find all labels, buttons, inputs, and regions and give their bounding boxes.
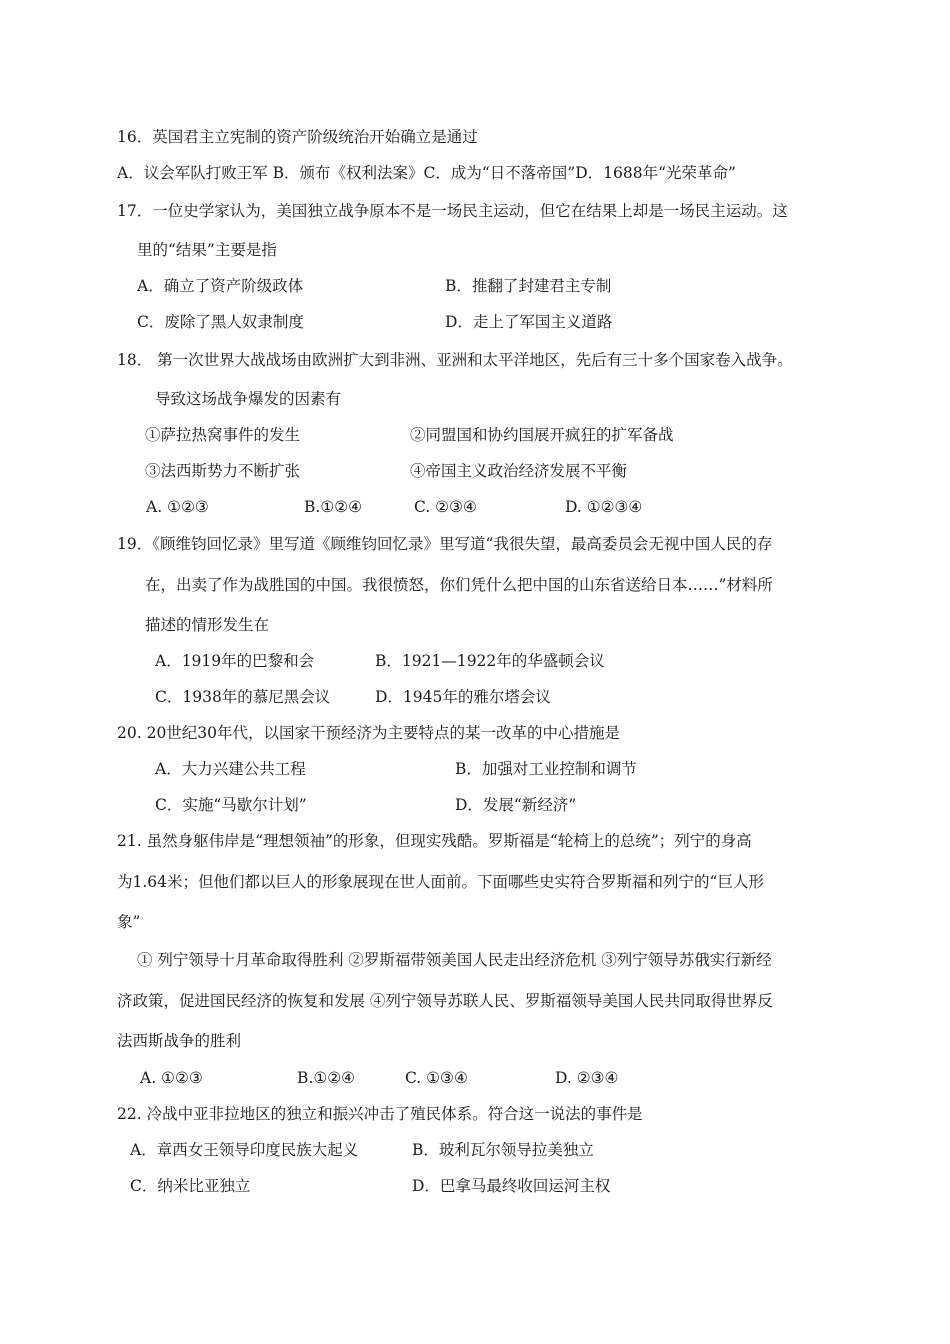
q19-option-b: B．1921—1922年的华盛顿会议 xyxy=(375,652,605,670)
q17-option-a: A．确立了资产阶级政体 xyxy=(137,277,304,295)
q20-option-a: A．大力兴建公共工程 xyxy=(155,760,306,778)
q22-option-d: D．巴拿马最终收回运河主权 xyxy=(412,1177,611,1195)
q16-stem: 16．英国君主立宪制的资产阶级统治开始确立是通过 xyxy=(117,128,478,146)
q18-stem-line2: 导致这场战争爆发的因素有 xyxy=(155,390,342,408)
q22-option-c: C．纳米比亚独立 xyxy=(130,1177,251,1195)
q20-option-d: D．发展“新经济” xyxy=(455,796,577,814)
q19-stem-line1: 19．《顾维钧回忆录》里写道《顾维钧回忆录》里写道“我很失望，最高委员会无视中国人民的存 xyxy=(117,535,773,553)
q21-stem-line2: 为1.64米；但他们都以巨人的形象展现在世人面前。下面哪些史实符合罗斯福和列宁的“巨人形 xyxy=(117,873,764,891)
q18-item-4: ④帝国主义政治经济发展不平衡 xyxy=(410,462,628,480)
q17-stem-line2: 里的“结果”主要是指 xyxy=(137,241,277,259)
q21-option-b: B.①②④ xyxy=(297,1069,356,1087)
q21-option-a: A. ①②③ xyxy=(140,1069,203,1087)
q21-option-c: C. ①③④ xyxy=(405,1069,468,1087)
q18-item-2: ②同盟国和协约国展开疯狂的扩军备战 xyxy=(410,426,674,444)
q19-stem-line3: 描述的情形发生在 xyxy=(145,616,270,634)
q21-items-line1: ① 列宁领导十月革命取得胜利 ②罗斯福带领美国人民走出经济危机 ③列宁领导苏俄实行新经 xyxy=(137,951,772,969)
q19-option-d: D．1945年的雅尔塔会议 xyxy=(375,688,551,706)
q18-item-3: ③法西斯势力不断扩张 xyxy=(145,462,301,480)
q18-option-a: A. ①②③ xyxy=(146,498,209,516)
q18-option-c: C. ②③④ xyxy=(414,498,477,516)
q20-option-c: C．实施“马歇尔计划” xyxy=(155,796,307,814)
q21-option-d: D. ②③④ xyxy=(555,1069,619,1087)
q21-stem-line3: 象” xyxy=(117,913,141,931)
q18-option-b: B.①②④ xyxy=(304,498,363,516)
q22-option-a: A．章西女王领导印度民族大起义 xyxy=(130,1141,359,1159)
q17-stem-line1: 17．一位史学家认为，美国独立战争原本不是一场民主运动，但它在结果上却是一场民主运动。这 xyxy=(117,202,788,220)
q22-stem: 22. 冷战中亚非拉地区的独立和振兴冲击了殖民体系。符合这一说法的事件是 xyxy=(117,1105,643,1123)
q22-option-b: B．玻利瓦尔领导拉美独立 xyxy=(412,1141,594,1159)
q20-stem: 20. 20世纪30年代，以国家干预经济为主要特点的某一改革的中心措施是 xyxy=(117,724,621,742)
q17-option-c: C．废除了黑人奴隶制度 xyxy=(137,313,304,331)
q20-option-b: B．加强对工业控制和调节 xyxy=(455,760,637,778)
q19-option-c: C．1938年的慕尼黑会议 xyxy=(155,688,331,706)
q18-stem-line1: 18． 第一次世界大战战场由欧洲扩大到非洲、亚洲和太平洋地区，先后有三十多个国家卷入战争。 xyxy=(117,351,793,369)
q18-option-d: D. ①②③④ xyxy=(565,498,643,516)
q21-items-line3: 法西斯战争的胜利 xyxy=(117,1032,242,1050)
q17-option-b: B．推翻了封建君主专制 xyxy=(445,277,612,295)
q16-options: A．议会军队打败王军 B．颁布《权利法案》C．成为“日不落帝国”D．1688年“光荣革命” xyxy=(117,164,736,182)
q17-option-d: D．走上了军国主义道路 xyxy=(445,313,613,331)
q18-item-1: ①萨拉热窝事件的发生 xyxy=(145,426,301,444)
q21-stem-line1: 21. 虽然身躯伟岸是“理想领袖”的形象，但现实残酷。罗斯福是“轮椅上的总统”；列宁的身高 xyxy=(117,832,752,850)
q21-items-line2: 济政策，促进国民经济的恢复和发展 ④列宁领导苏联人民、罗斯福领导美国人民共同取得世界反 xyxy=(117,992,773,1010)
q19-stem-line2: 在，出卖了作为战胜国的中国。我很愤怒，你们凭什么把中国的山东省送给日本……”材料所 xyxy=(145,576,773,594)
q19-option-a: A．1919年的巴黎和会 xyxy=(155,652,315,670)
